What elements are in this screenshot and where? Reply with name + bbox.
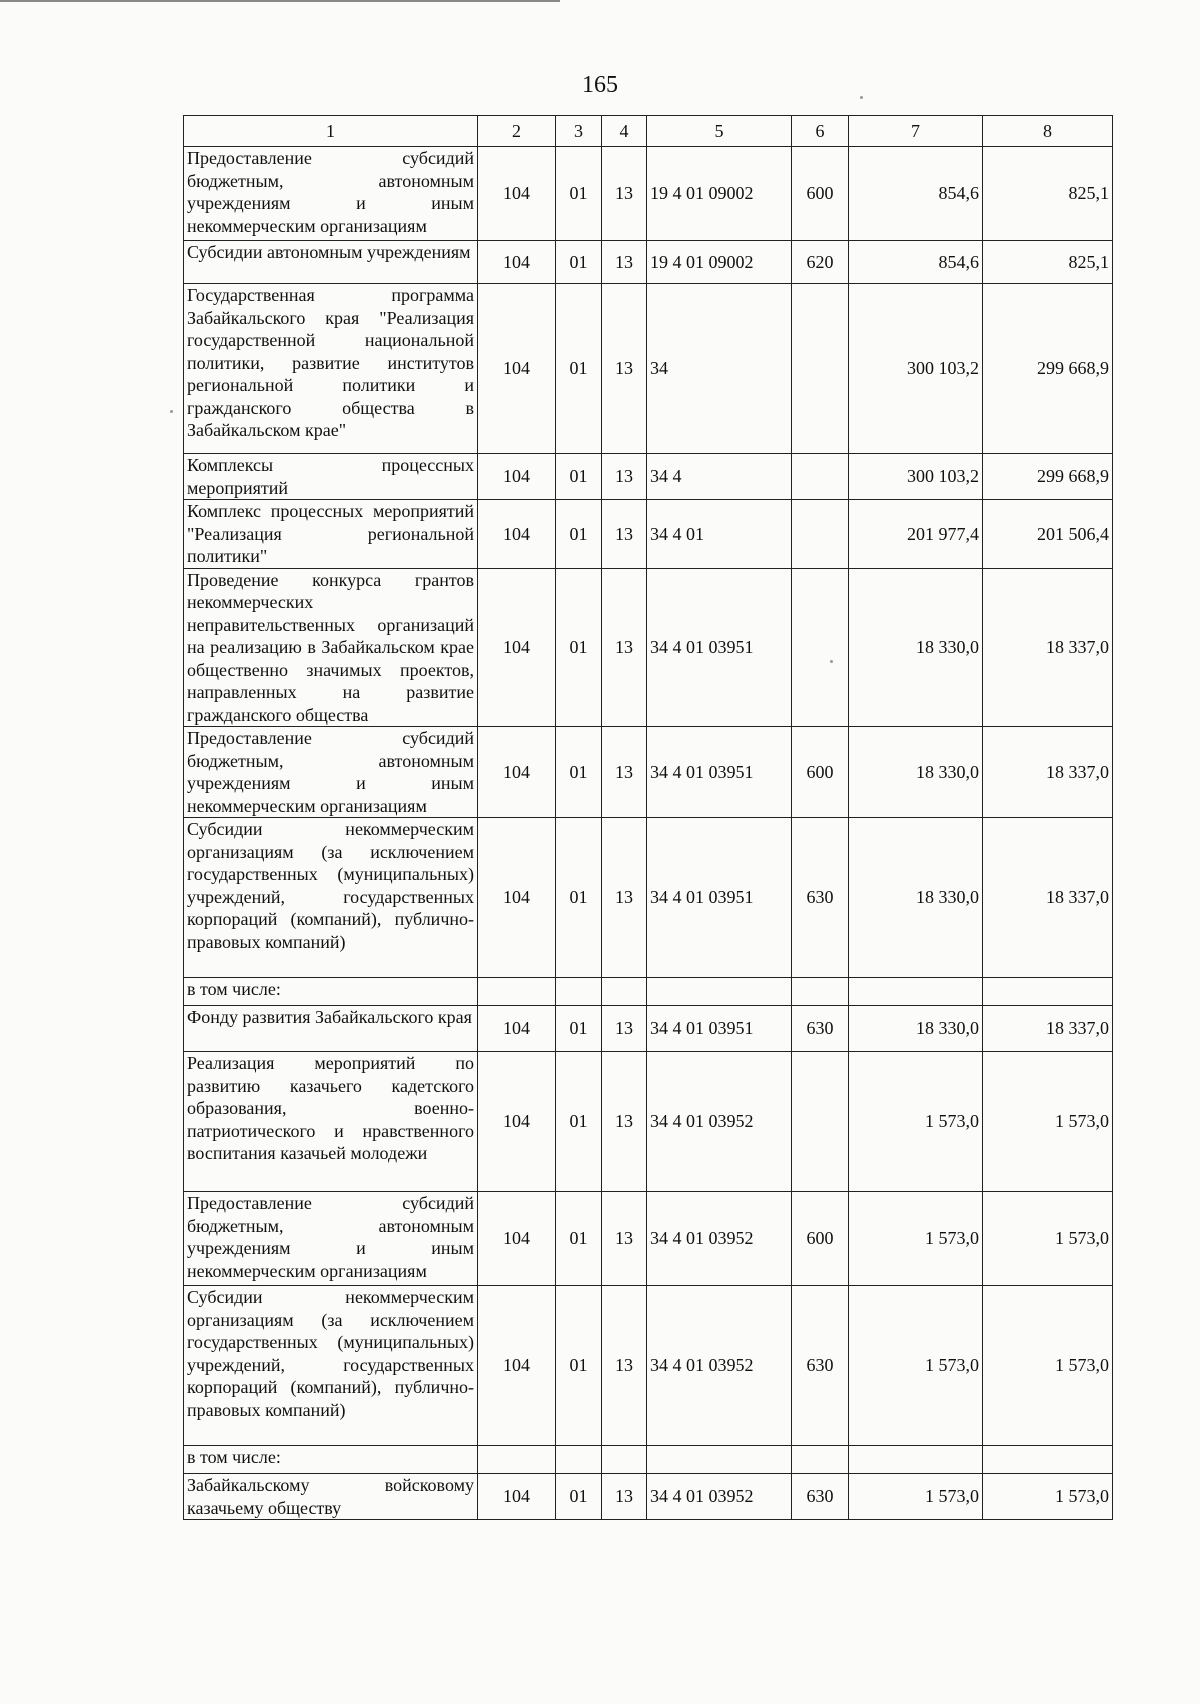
scan-speck [170, 410, 173, 413]
cell-col-3: 01 [556, 1286, 602, 1446]
cell-col-7: 201 977,4 [849, 500, 983, 569]
row-name-cell: Предоставление субсидий бюджетным, автономным учреждениям и иным некоммерческим организациям [184, 1192, 478, 1286]
cell-col-6: 600 [792, 1192, 849, 1286]
cell-col-5: 34 4 01 03951 [647, 727, 792, 818]
cell-col-4: 13 [602, 1286, 647, 1446]
cell-col-8 [983, 1446, 1113, 1474]
cell-col-2: 104 [478, 500, 556, 569]
cell-col-3: 01 [556, 284, 602, 454]
table-row [184, 147, 1113, 241]
header-cell: 3 [556, 116, 602, 147]
cell-col-3: 01 [556, 1474, 602, 1520]
cell-col-8: 18 337,0 [983, 727, 1113, 818]
cell-col-2: 104 [478, 1192, 556, 1286]
scan-speck [830, 660, 833, 663]
cell-col-8: 1 573,0 [983, 1052, 1113, 1192]
cell-col-3: 01 [556, 727, 602, 818]
cell-col-2: 104 [478, 147, 556, 241]
row-name-cell: Проведение конкурса грантов некоммерческих неправительственных организаций на реализацию в Забайкальском крае общественно значимых проектов, направленных на развитие гражданского общества [184, 568, 478, 727]
row-name-cell: Государственная программа Забайкальского края "Реализация государственной национальной политики, развитие институтов региональной политики и гражданского общества в Забайкальском крае" [184, 284, 478, 454]
table-row [184, 454, 1113, 500]
cell-col-7: 854,6 [849, 241, 983, 284]
cell-col-7: 300 103,2 [849, 284, 983, 454]
cell-col-2: 104 [478, 1052, 556, 1192]
cell-col-5: 34 4 01 03951 [647, 818, 792, 978]
header-cell: 4 [602, 116, 647, 147]
cell-col-6 [792, 454, 849, 500]
header-cell: 6 [792, 116, 849, 147]
cell-col-3: 01 [556, 1192, 602, 1286]
cell-col-6 [792, 1052, 849, 1192]
cell-col-5: 34 4 01 03952 [647, 1286, 792, 1446]
cell-col-2: 104 [478, 727, 556, 818]
row-name-cell: Субсидии автономным учреждениям [184, 241, 478, 284]
cell-col-8: 18 337,0 [983, 568, 1113, 727]
cell-col-7: 18 330,0 [849, 568, 983, 727]
cell-col-3: 01 [556, 241, 602, 284]
row-name-cell: в том числе: [184, 1446, 478, 1474]
cell-col-4: 13 [602, 1192, 647, 1286]
cell-col-4: 13 [602, 241, 647, 284]
header-cell: 2 [478, 116, 556, 147]
cell-col-8: 825,1 [983, 241, 1113, 284]
cell-col-8: 1 573,0 [983, 1474, 1113, 1520]
cell-col-4: 13 [602, 284, 647, 454]
cell-col-8: 825,1 [983, 147, 1113, 241]
cell-col-3: 01 [556, 818, 602, 978]
cell-col-8: 299 668,9 [983, 454, 1113, 500]
cell-col-4: 13 [602, 147, 647, 241]
scan-speck [860, 96, 863, 99]
cell-col-6 [792, 284, 849, 454]
cell-col-2 [478, 978, 556, 1006]
cell-col-4: 13 [602, 1052, 647, 1192]
cell-col-6 [792, 500, 849, 569]
cell-col-7: 18 330,0 [849, 1006, 983, 1052]
row-name-cell: Комплекс процессных мероприятий "Реализация региональной политики" [184, 500, 478, 569]
cell-col-5: 19 4 01 09002 [647, 147, 792, 241]
cell-col-3: 01 [556, 454, 602, 500]
table-row [184, 284, 1113, 454]
table-row [184, 1446, 1113, 1474]
cell-col-2: 104 [478, 1474, 556, 1520]
cell-col-7: 18 330,0 [849, 727, 983, 818]
cell-col-4: 13 [602, 454, 647, 500]
cell-col-2: 104 [478, 568, 556, 727]
cell-col-4 [602, 1446, 647, 1474]
cell-col-7: 1 573,0 [849, 1286, 983, 1446]
row-name-cell: Субсидии некоммерческим организациям (за исключением государственных (муниципальных) учреждений, государственных корпораций (компаний), публично-правовых компаний) [184, 818, 478, 978]
cell-col-5 [647, 1446, 792, 1474]
cell-col-2 [478, 1446, 556, 1474]
cell-col-6: 630 [792, 1474, 849, 1520]
row-name-cell: Комплексы процессных мероприятий [184, 454, 478, 500]
cell-col-2: 104 [478, 454, 556, 500]
table-row [184, 727, 1113, 818]
cell-col-5: 34 4 01 03951 [647, 568, 792, 727]
cell-col-2: 104 [478, 1006, 556, 1052]
cell-col-7: 1 573,0 [849, 1192, 983, 1286]
cell-col-4: 13 [602, 1474, 647, 1520]
cell-col-5: 34 4 01 [647, 500, 792, 569]
scan-top-edge [0, 0, 560, 2]
cell-col-5: 34 4 01 03952 [647, 1192, 792, 1286]
cell-col-3 [556, 978, 602, 1006]
header-cell: 1 [184, 116, 478, 147]
cell-col-5: 34 4 01 03952 [647, 1052, 792, 1192]
table-row [184, 1286, 1113, 1446]
cell-col-6: 630 [792, 818, 849, 978]
cell-col-4: 13 [602, 727, 647, 818]
cell-col-6: 600 [792, 147, 849, 241]
cell-col-4 [602, 978, 647, 1006]
cell-col-5: 34 4 01 03952 [647, 1474, 792, 1520]
cell-col-8: 1 573,0 [983, 1286, 1113, 1446]
cell-col-3: 01 [556, 147, 602, 241]
header-cell: 5 [647, 116, 792, 147]
cell-col-8: 18 337,0 [983, 818, 1113, 978]
cell-col-6 [792, 978, 849, 1006]
table-row [184, 818, 1113, 978]
table-row [184, 241, 1113, 284]
cell-col-8 [983, 978, 1113, 1006]
row-name-cell: Субсидии некоммерческим организациям (за исключением государственных (муниципальных) учреждений, государственных корпораций (компаний), публично-правовых компаний) [184, 1286, 478, 1446]
cell-col-5: 19 4 01 09002 [647, 241, 792, 284]
cell-col-2: 104 [478, 1286, 556, 1446]
row-name-cell: Предоставление субсидий бюджетным, автономным учреждениям и иным некоммерческим организациям [184, 727, 478, 818]
row-name-cell: Предоставление субсидий бюджетным, автономным учреждениям и иным некоммерческим организациям [184, 147, 478, 241]
row-name-cell: в том числе: [184, 978, 478, 1006]
cell-col-4: 13 [602, 1006, 647, 1052]
cell-col-7: 300 103,2 [849, 454, 983, 500]
table-row [184, 1474, 1113, 1520]
cell-col-6 [792, 568, 849, 727]
cell-col-3: 01 [556, 568, 602, 727]
cell-col-2: 104 [478, 818, 556, 978]
cell-col-5 [647, 978, 792, 1006]
table-row [184, 500, 1113, 569]
cell-col-3: 01 [556, 1052, 602, 1192]
cell-col-4: 13 [602, 568, 647, 727]
cell-col-3 [556, 1446, 602, 1474]
cell-col-5: 34 4 01 03951 [647, 1006, 792, 1052]
cell-col-6: 600 [792, 727, 849, 818]
cell-col-5: 34 4 [647, 454, 792, 500]
row-name-cell: Фонду развития Забайкальского края [184, 1006, 478, 1052]
header-row [184, 116, 1113, 147]
page-number: 165 [582, 72, 618, 98]
cell-col-3: 01 [556, 1006, 602, 1052]
cell-col-4: 13 [602, 818, 647, 978]
budget-table [183, 115, 1113, 1520]
cell-col-6 [792, 1446, 849, 1474]
table-row [184, 978, 1113, 1006]
cell-col-8: 1 573,0 [983, 1192, 1113, 1286]
cell-col-7 [849, 978, 983, 1006]
cell-col-7 [849, 1446, 983, 1474]
table-row [184, 1052, 1113, 1192]
header-cell: 7 [849, 116, 983, 147]
cell-col-2: 104 [478, 241, 556, 284]
cell-col-8: 201 506,4 [983, 500, 1113, 569]
cell-col-3: 01 [556, 500, 602, 569]
cell-col-5: 34 [647, 284, 792, 454]
cell-col-8: 18 337,0 [983, 1006, 1113, 1052]
row-name-cell: Забайкальскому войсковому казачьему обществу [184, 1474, 478, 1520]
row-name-cell: Реализация мероприятий по развитию казачьего кадетского образования, военно-патриотического и нравственного воспитания казачьей молодежи [184, 1052, 478, 1192]
cell-col-6: 630 [792, 1286, 849, 1446]
cell-col-7: 18 330,0 [849, 818, 983, 978]
table-row [184, 568, 1113, 727]
header-cell: 8 [983, 116, 1113, 147]
cell-col-7: 854,6 [849, 147, 983, 241]
table-row [184, 1192, 1113, 1286]
cell-col-2: 104 [478, 284, 556, 454]
table-row [184, 1006, 1113, 1052]
cell-col-6: 620 [792, 241, 849, 284]
cell-col-6: 630 [792, 1006, 849, 1052]
cell-col-8: 299 668,9 [983, 284, 1113, 454]
cell-col-4: 13 [602, 500, 647, 569]
cell-col-7: 1 573,0 [849, 1474, 983, 1520]
cell-col-7: 1 573,0 [849, 1052, 983, 1192]
